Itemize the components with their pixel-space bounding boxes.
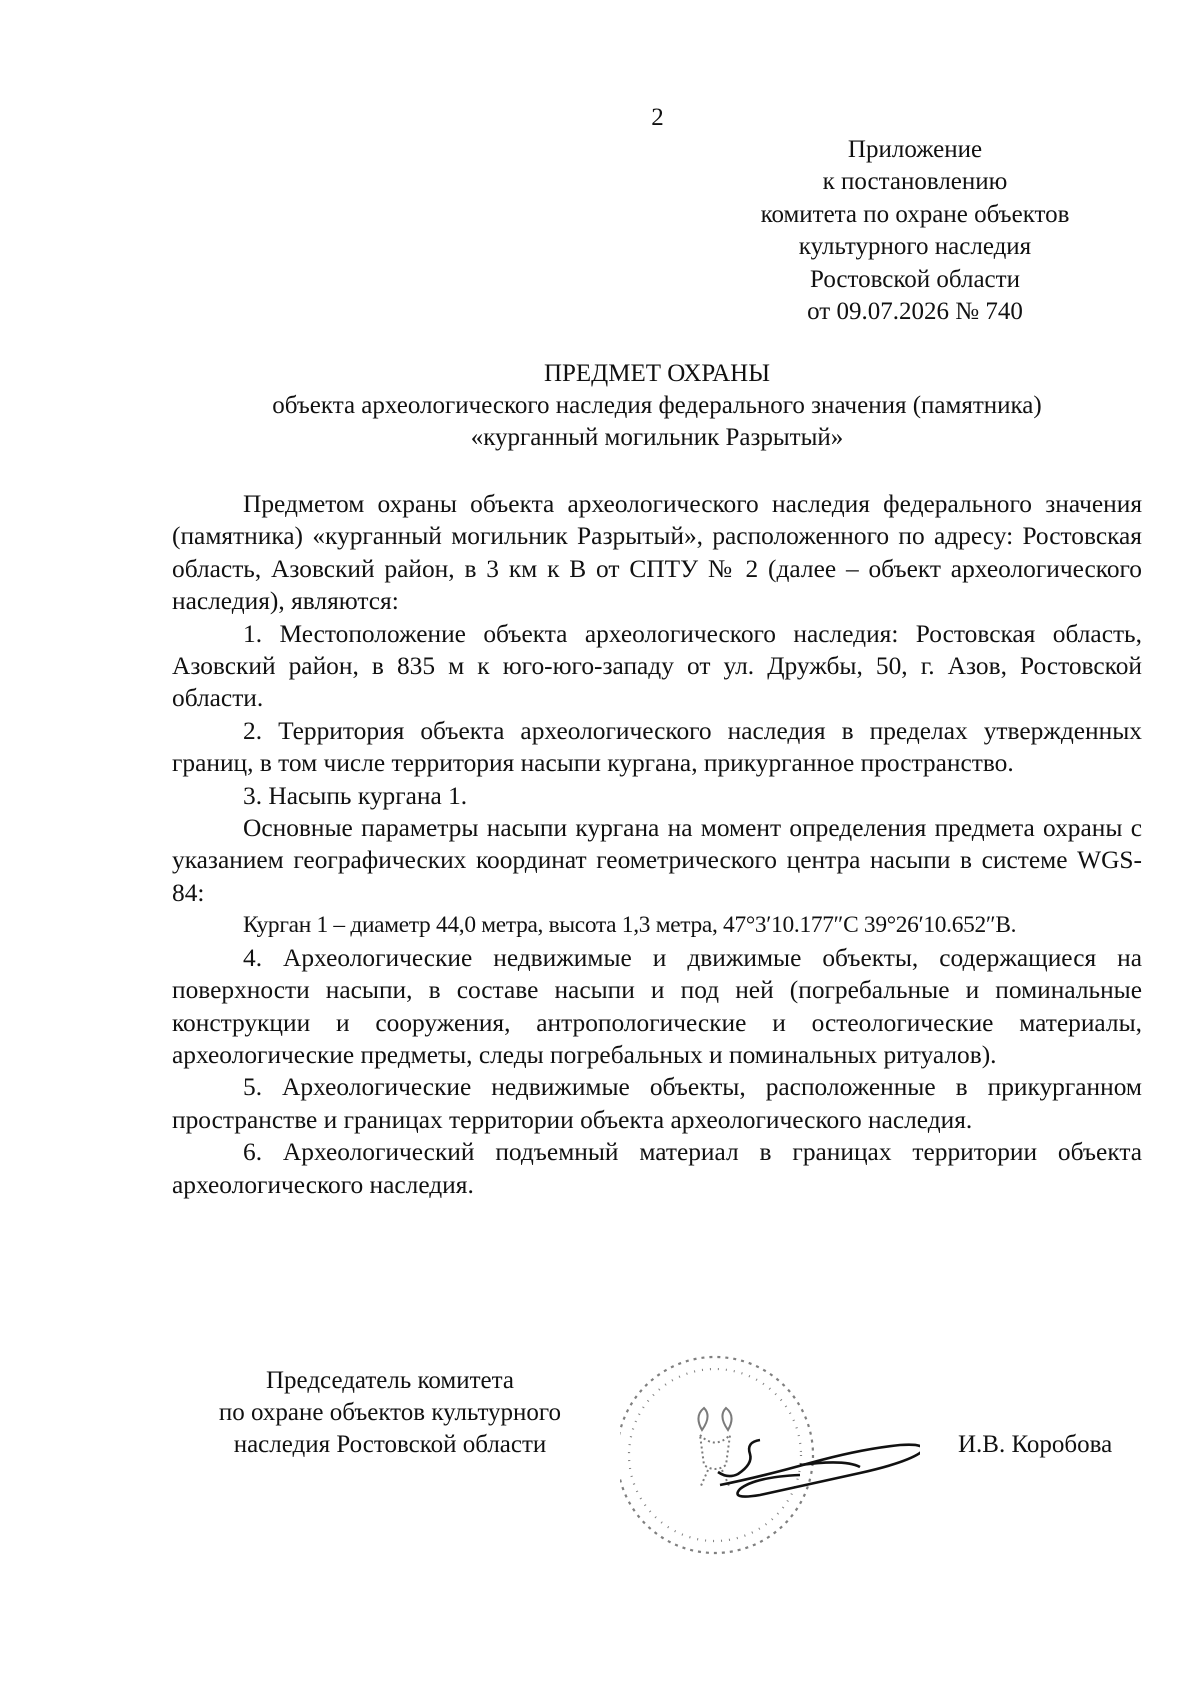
item-6: 6. Археологический подъемный материал в границах территории объекта археологического наследия.	[172, 1138, 1142, 1199]
intro-paragraph: Предметом охраны объекта археологического наследия федерального значения (памятника) «курганный могильник Разрытый», расположенного по адресу: Ростовская область, Азовский район, в 3 км к В от СПТУ № 2 (далее – объект археологического наследия), являются:	[172, 490, 1142, 616]
title-object-name: «курганный могильник Разрытый»	[470, 424, 844, 451]
kurgan-1-coordinates: Курган 1 – диаметр 44,0 метра, высота 1,3 метра, 47°3′10.177″С 39°26′10.652″В.	[243, 912, 1017, 939]
signer-position-line: Председатель комитета	[266, 1367, 514, 1394]
document-body	[172, 488, 1142, 1201]
page-number: 2	[651, 104, 664, 131]
title-subtitle: объекта археологического наследия федерального значения (памятника)	[272, 392, 1042, 419]
item-1: 1. Местоположение объекта археологического наследия: Ростовская область, Азовский район, в 835 м к юго-юго-западу от ул. Дружбы, 50, г. Азов, Ростовской области.	[172, 619, 1142, 713]
item-2: 2. Территория объекта археологического наследия в пределах утвержденных границ, в том числе территория насыпи кургана, прикурганное пространство.	[172, 716, 1142, 778]
item-4: 4. Археологические недвижимые и движимые объекты, содержащиеся на поверхности насыпи, в составе насыпи и под ней (погребальные и поминальные конструкции и сооружения, антропологические и остеологические материалы, археологические предметы, следы погребальных и поминальных ритуалов).	[172, 943, 1142, 1069]
item-3: 3. Насыпь кургана 1.	[243, 781, 468, 810]
seal-stamp	[620, 1357, 813, 1553]
item-5: 5. Археологические недвижимые объекты, расположенные в прикурганном пространстве и границах территории объекта археологического наследия.	[172, 1073, 1142, 1134]
signer-position	[180, 1365, 600, 1461]
signer-position-line: по охране объектов культурного	[218, 1399, 562, 1426]
signer-position-line: наследия Ростовской области	[233, 1431, 547, 1458]
signer-name: И.В. Коробова	[958, 1431, 1113, 1458]
parameters-paragraph: Основные параметры насыпи кургана на момент определения предмета охраны с указанием географических координат геометрического центра насыпи в системе WGS-84:	[172, 814, 1142, 907]
appendix-line: культурного наследия	[798, 233, 1032, 261]
appendix-line: Ростовской области	[810, 265, 1020, 293]
appendix-line: от 09.07.2026 № 740	[807, 298, 1023, 326]
document-title	[172, 358, 1142, 454]
title-heading: ПРЕДМЕТ ОХРАНЫ	[543, 360, 771, 387]
appendix-header	[730, 134, 1100, 328]
appendix-line: Приложение	[847, 136, 983, 163]
appendix-line: комитета по охране объектов	[760, 200, 1070, 228]
appendix-line: к постановлению	[822, 168, 1008, 196]
official-seal-and-signature	[620, 1335, 920, 1575]
handwritten-signature	[718, 1440, 920, 1497]
